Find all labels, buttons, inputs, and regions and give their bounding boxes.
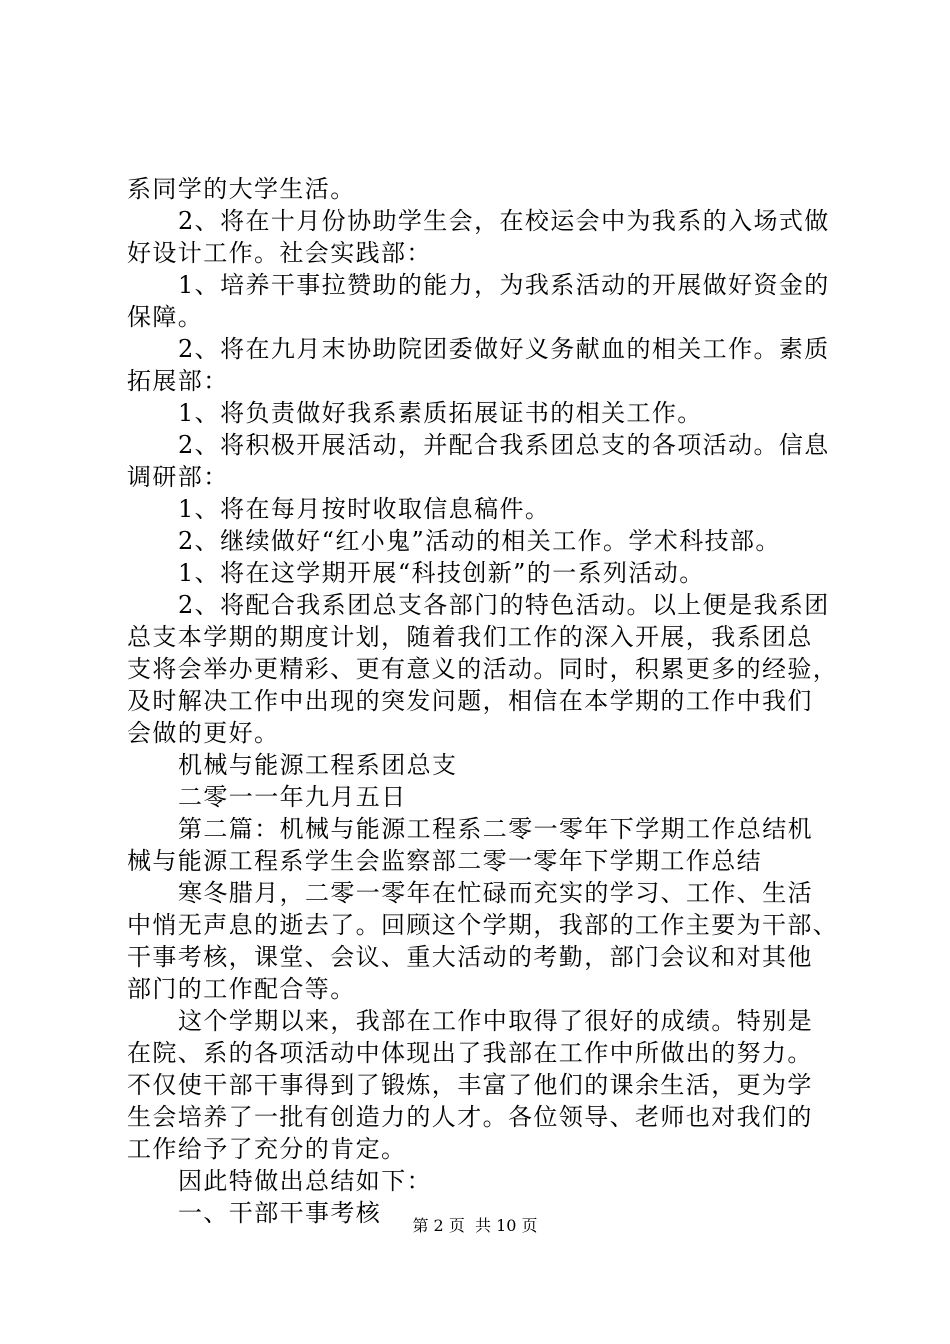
text-line: 部门的工作配合等。 xyxy=(127,975,356,1003)
text-line: 中悄无声息的逝去了。回顾这个学期，我部的工作主要为干部、 xyxy=(127,911,839,939)
text-line: 2、将配合我系团总支各部门的特色活动。以上便是我系团 xyxy=(178,591,830,619)
text-line: 生会培养了一批有创造力的人才。各位领导、老师也对我们的 xyxy=(127,1103,813,1131)
text-line: 好设计工作。社会实践部： xyxy=(127,239,432,267)
text-line: 二零一一年九月五日 xyxy=(178,783,407,811)
text-line: 因此特做出总结如下： xyxy=(178,1167,432,1195)
text-line: 不仅使干部干事得到了锻炼，丰富了他们的课余生活，更为学 xyxy=(127,1071,813,1099)
text-line: 拓展部： xyxy=(127,367,229,395)
text-line: 1、将在这学期开展“科技创新”的一系列活动。 xyxy=(178,559,705,587)
text-line: 寒冬腊月，二零一零年在忙碌而充实的学习、工作、生活 xyxy=(178,879,813,907)
text-line: 2、继续做好“红小鬼”活动的相关工作。学术科技部。 xyxy=(178,527,781,555)
document-body xyxy=(127,173,839,1229)
text-line: 1、将负责做好我系素质拓展证书的相关工作。 xyxy=(178,399,703,427)
text-line: 2、将积极开展活动，并配合我系团总支的各项活动。信息 xyxy=(178,431,830,459)
text-line: 在院、系的各项活动中体现出了我部在工作中所做出的努力。 xyxy=(127,1039,813,1067)
text-line: 这个学期以来，我部在工作中取得了很好的成绩。特别是 xyxy=(178,1007,813,1035)
text-line: 调研部： xyxy=(127,463,229,491)
text-line: 2、将在九月末协助院团委做好义务献血的相关工作。素质 xyxy=(178,335,830,363)
text-line: 系同学的大学生活。 xyxy=(127,175,356,203)
text-line: 一、干部干事考核 xyxy=(178,1199,382,1227)
text-line: 工作给予了充分的肯定。 xyxy=(127,1135,407,1163)
text-line: 1、将在每月按时收取信息稿件。 xyxy=(178,495,551,523)
text-line: 1、培养干事拉赞助的能力，为我系活动的开展做好资金的 xyxy=(178,271,830,299)
text-line: 第二篇：机械与能源工程系二零一零年下学期工作总结机 xyxy=(178,815,813,843)
text-line: 会做的更好。 xyxy=(127,719,280,747)
text-line: 总支本学期的期度计划，随着我们工作的深入开展，我系团总 xyxy=(127,623,813,651)
text-line: 及时解决工作中出现的突发问题，相信在本学期的工作中我们 xyxy=(127,687,813,715)
text-line: 械与能源工程系学生会监察部二零一零年下学期工作总结 xyxy=(127,847,762,875)
text-line: 保障。 xyxy=(127,303,204,331)
page-number-footer: 第 2 页 共 10 页 xyxy=(412,1216,538,1235)
text-line: 机械与能源工程系团总支 xyxy=(178,751,458,779)
text-line: 干事考核，课堂、会议、重大活动的考勤，部门会议和对其他 xyxy=(127,943,813,971)
text-line: 支将会举办更精彩、更有意义的活动。同时，积累更多的经验， xyxy=(127,655,839,683)
text-line: 2、将在十月份协助学生会，在校运会中为我系的入场式做 xyxy=(178,207,830,235)
